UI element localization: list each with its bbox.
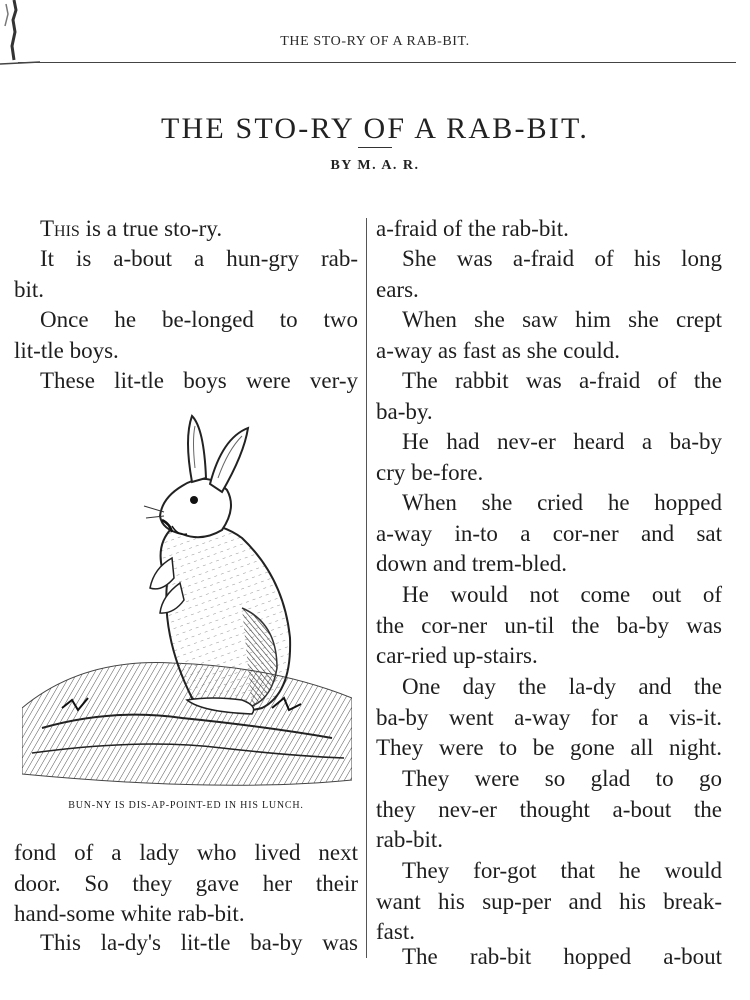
text-line: They were to be gone all night. [376,735,722,760]
paragraph [376,244,722,305]
paragraph [376,942,722,973]
paragraph [376,488,722,580]
text-line: ears. [376,276,419,302]
text-line: bit. [14,276,45,302]
text-line: lit-tle boys. [14,337,119,363]
text-line: the cor-ner un-til the ba-by was [376,612,722,638]
text-line: He would not come out of [402,582,722,607]
text-line: fond of a lady who lived next [14,840,358,865]
text-line: The rab-bit hopped a-bout [402,944,722,969]
paragraph [376,214,722,245]
text-line: They for-got that he would [402,858,722,883]
paragraph [14,928,358,959]
text-line: fast. [376,919,415,944]
text-line: is a true sto-ry. [79,216,223,241]
text-line: He had nev-er heard a ba-by [402,429,722,454]
column-divider [366,218,367,958]
paragraph [14,214,358,245]
text-line: car-ried up-stairs. [376,643,538,668]
text-line: One day the la-dy and the [402,674,722,699]
text-line: Once he be-longed to two [40,307,358,332]
paragraph [14,366,358,397]
lead-word: This [40,216,80,241]
paragraph [376,427,722,488]
rabbit-engraving [22,408,352,788]
text-line: When she cried he hopped [402,490,722,515]
text-line: The rabbit was a-fraid of the [402,368,722,393]
figure-caption: BUN-NY IS DIS-AP-POINT-ED IN HIS LUNCH. [68,800,304,811]
paragraph [376,856,722,948]
byline: BY M. A. R. [330,158,420,173]
text-line: It is a-bout a hun-gry rab- [40,246,358,271]
paragraph [376,366,722,427]
text-line: This la-dy's lit-tle ba-by was [40,930,358,955]
paragraph [14,838,358,930]
paragraph [14,305,358,366]
paragraph [376,764,722,856]
text-line: door. So they gave her their [14,870,358,896]
title-rule [358,147,392,148]
paragraph [376,305,722,366]
text-line: ba-by. [376,398,433,424]
text-line: They were so glad to go [402,766,722,791]
text-line: These lit-tle boys were ver-y [40,368,358,393]
text-line: want his sup-per and his break- [376,888,722,914]
text-line: ba-by went a-way for a vis-it. [376,704,722,730]
text-line: rab-bit. [376,827,444,852]
text-line: hand-some white rab-bit. [14,901,245,926]
text-line: they nev-er thought a-bout the [376,796,722,822]
text-line: cry be-fore. [376,459,484,485]
article-title: THE STO-RY OF A RAB-BIT. [160,112,590,146]
text-line: a-way in-to a cor-ner and sat [376,520,722,546]
text-line: down and trem-bled. [376,551,567,576]
text-line: When she saw him she crept [402,307,722,332]
paragraph [14,244,358,305]
header-rule [18,62,736,63]
text-line: a-fraid of the rab-bit. [376,216,569,241]
paragraph [376,672,722,764]
text-line: a-way as fast as she could. [376,337,620,363]
paragraph [376,580,722,672]
running-head: THE STO-RY OF A RAB-BIT. [280,34,470,49]
text-line: She was a-fraid of his long [402,246,722,271]
